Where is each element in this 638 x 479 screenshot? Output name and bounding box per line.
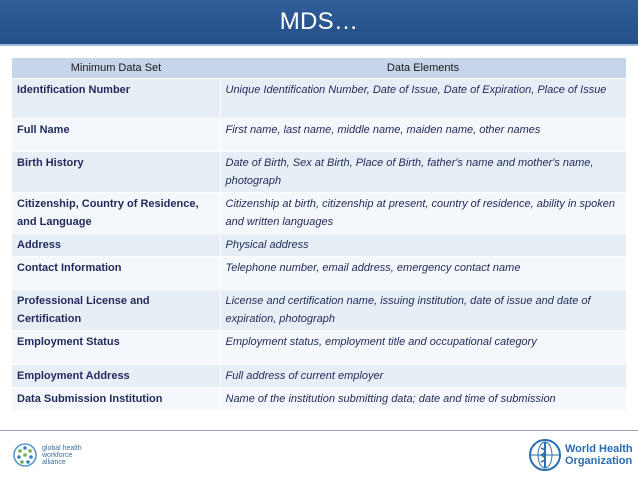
ghwa-logo-text — [42, 445, 82, 466]
data-table-container — [12, 58, 626, 410]
ghwa-line: global health — [42, 444, 82, 452]
row-key: Data Submission Institution — [12, 388, 220, 411]
row-value: Date of Birth, Sex at Birth, Place of Birth, father's name and mother's name, photograph — [220, 152, 626, 193]
footer-divider — [0, 430, 638, 431]
table-row — [12, 257, 626, 290]
mds-table — [12, 58, 626, 410]
title-banner — [0, 0, 638, 46]
who-line: World Health — [565, 443, 633, 455]
global-health-workforce-alliance-logo — [12, 442, 82, 468]
table-row — [12, 388, 626, 411]
table-row — [12, 119, 626, 152]
row-key: Full Name — [12, 119, 220, 152]
row-value: Full address of current employer — [220, 365, 626, 388]
slide-title: MDS… — [279, 8, 359, 35]
column-header-data-elements: Data Elements — [220, 58, 626, 79]
row-value: Unique Identification Number, Date of Issue, Date of Expiration, Place of Issue — [220, 79, 626, 119]
row-key: Employment Status — [12, 331, 220, 365]
table-row — [12, 152, 626, 193]
ghwa-globe-icon — [12, 442, 38, 468]
row-value: Name of the institution submitting data; date and time of submission — [220, 388, 626, 411]
who-line: Organization — [565, 455, 633, 467]
row-value: Employment status, employment title and occupational category — [220, 331, 626, 365]
row-key: Address — [12, 234, 220, 257]
row-value: Physical address — [220, 234, 626, 257]
row-key: Birth History — [12, 152, 220, 193]
table-row — [12, 193, 626, 234]
column-header-minimum-data-set: Minimum Data Set — [12, 58, 220, 79]
table-row — [12, 365, 626, 388]
ghwa-line: workforce — [42, 451, 73, 459]
row-key: Citizenship, Country of Residence, and Language — [12, 193, 220, 234]
table-row — [12, 290, 626, 331]
row-key: Identification Number — [12, 79, 220, 119]
row-value: First name, last name, middle name, maiden name, other names — [220, 119, 626, 152]
who-logo — [528, 438, 633, 472]
row-value: Citizenship at birth, citizenship at present, country of residence, ability in spoken and written languages — [220, 193, 626, 234]
table-row — [12, 331, 626, 365]
row-key: Professional License and Certification — [12, 290, 220, 331]
who-emblem-icon — [528, 438, 562, 472]
table-row — [12, 79, 626, 119]
row-value: Telephone number, email address, emergency contact name — [220, 257, 626, 290]
row-key: Employment Address — [12, 365, 220, 388]
table-row — [12, 234, 626, 257]
row-key: Contact Information — [12, 257, 220, 290]
row-value: License and certification name, issuing institution, date of issue and date of expiration, photograph — [220, 290, 626, 331]
who-logo-text — [565, 443, 633, 467]
table-header-row — [12, 58, 626, 79]
ghwa-line: alliance — [42, 458, 66, 466]
